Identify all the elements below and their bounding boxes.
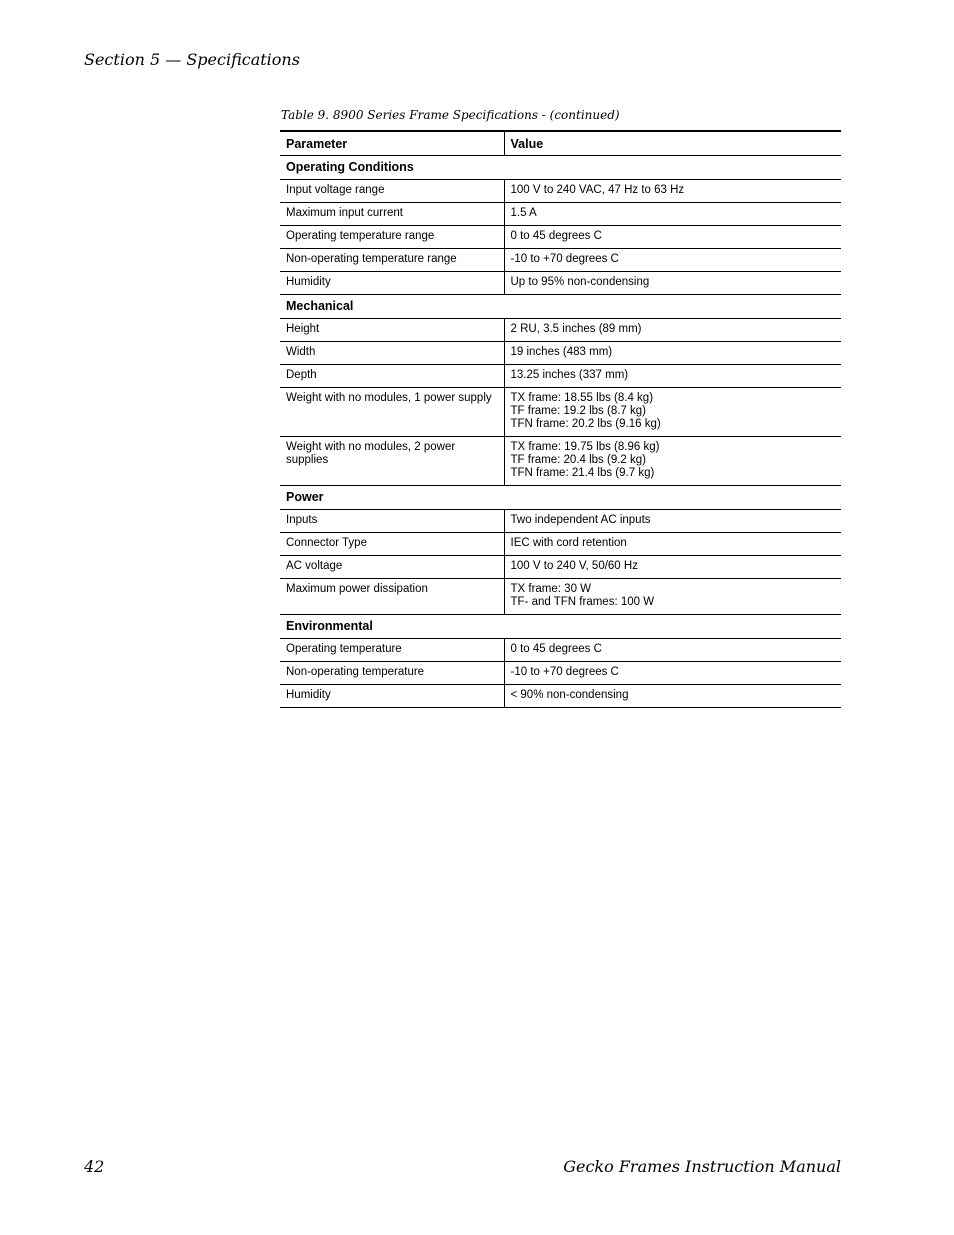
section-title: Environmental <box>280 615 841 639</box>
parameter-cell: Operating temperature <box>280 639 504 662</box>
value-cell <box>504 365 841 388</box>
value-line: 2 RU, 3.5 inches (89 mm) <box>510 323 642 335</box>
parameter-cell: Humidity <box>280 272 504 295</box>
parameter-cell: Maximum power dissipation <box>280 579 504 615</box>
value-line: 100 V to 240 VAC, 47 Hz to 63 Hz <box>510 184 685 196</box>
value-line: 13.25 inches (337 mm) <box>510 369 629 381</box>
value-line: 1.5 A <box>510 207 537 219</box>
table-row <box>280 685 841 708</box>
value-cell <box>504 639 841 662</box>
table-row <box>280 639 841 662</box>
parameter-cell: Maximum input current <box>280 203 504 226</box>
parameter-cell: Inputs <box>280 510 504 533</box>
table-row <box>280 437 841 486</box>
parameter-cell: Humidity <box>280 685 504 708</box>
value-line: IEC with cord retention <box>510 537 627 549</box>
value-cell <box>504 579 841 615</box>
section-title: Power <box>280 486 841 510</box>
value-line: TF- and TFN frames: 100 W <box>510 596 655 608</box>
value-cell <box>504 662 841 685</box>
table-row <box>280 510 841 533</box>
value-cell <box>504 685 841 708</box>
parameter-cell: Height <box>280 319 504 342</box>
value-line: 100 V to 240 V, 50/60 Hz <box>510 560 638 572</box>
value-cell <box>504 342 841 365</box>
running-header: Section 5 — Specifications <box>84 50 300 69</box>
table-row <box>280 365 841 388</box>
value-cell <box>504 180 841 203</box>
section-row <box>280 156 841 180</box>
value-cell <box>504 203 841 226</box>
parameter-cell: Operating temperature range <box>280 226 504 249</box>
value-line: < 90% non-condensing <box>510 689 629 701</box>
value-line: TX frame: 18.55 lbs (8.4 kg) <box>510 392 654 404</box>
section-row <box>280 615 841 639</box>
value-cell <box>504 319 841 342</box>
section-row <box>280 486 841 510</box>
table-row <box>280 319 841 342</box>
value-cell <box>504 556 841 579</box>
table-row <box>280 342 841 365</box>
value-cell <box>504 226 841 249</box>
value-line: Up to 95% non-condensing <box>510 276 650 288</box>
value-line: TF frame: 20.4 lbs (9.2 kg) <box>510 454 646 466</box>
value-line: TFN frame: 20.2 lbs (9.16 kg) <box>510 418 661 430</box>
value-cell <box>504 437 841 486</box>
value-line: Two independent AC inputs <box>510 514 651 526</box>
value-line: 19 inches (483 mm) <box>510 346 613 358</box>
value-cell <box>504 272 841 295</box>
value-line: TF frame: 19.2 lbs (8.7 kg) <box>510 405 646 417</box>
value-line: 0 to 45 degrees C <box>510 643 602 655</box>
section-row <box>280 295 841 319</box>
section-title: Operating Conditions <box>280 156 841 180</box>
table-row <box>280 249 841 272</box>
value-cell <box>504 249 841 272</box>
value-line: TX frame: 30 W <box>510 583 592 595</box>
section-title: Mechanical <box>280 295 841 319</box>
value-line: -10 to +70 degrees C <box>510 253 619 265</box>
table-row <box>280 203 841 226</box>
parameter-cell: Non-operating temperature range <box>280 249 504 272</box>
parameter-cell: Width <box>280 342 504 365</box>
page-number: 42 <box>84 1157 105 1176</box>
table-row <box>280 533 841 556</box>
table-row <box>280 180 841 203</box>
parameter-cell: AC voltage <box>280 556 504 579</box>
table-row <box>280 388 841 437</box>
table-caption: Table 9. 8900 Series Frame Specifications - (continued) <box>281 108 620 122</box>
value-cell <box>504 533 841 556</box>
value-line: TX frame: 19.75 lbs (8.96 kg) <box>510 441 660 453</box>
value-line: 0 to 45 degrees C <box>510 230 602 242</box>
table-row <box>280 662 841 685</box>
table-header-row <box>280 131 841 156</box>
table-body <box>280 156 841 708</box>
value-line: -10 to +70 degrees C <box>510 666 619 678</box>
value-cell <box>504 510 841 533</box>
column-header-value: Value <box>504 131 841 156</box>
table-row <box>280 272 841 295</box>
parameter-cell: Input voltage range <box>280 180 504 203</box>
manual-title: Gecko Frames Instruction Manual <box>563 1157 841 1176</box>
parameter-cell: Connector Type <box>280 533 504 556</box>
table-row <box>280 556 841 579</box>
value-line: TFN frame: 21.4 lbs (9.7 kg) <box>510 467 655 479</box>
parameter-cell: Weight with no modules, 1 power supply <box>280 388 504 437</box>
table-row <box>280 226 841 249</box>
column-header-parameter: Parameter <box>280 131 504 156</box>
table-row <box>280 579 841 615</box>
parameter-cell: Non-operating temperature <box>280 662 504 685</box>
parameter-cell: Weight with no modules, 2 power supplies <box>280 437 504 486</box>
parameter-cell: Depth <box>280 365 504 388</box>
specifications-table <box>280 130 841 708</box>
value-cell <box>504 388 841 437</box>
